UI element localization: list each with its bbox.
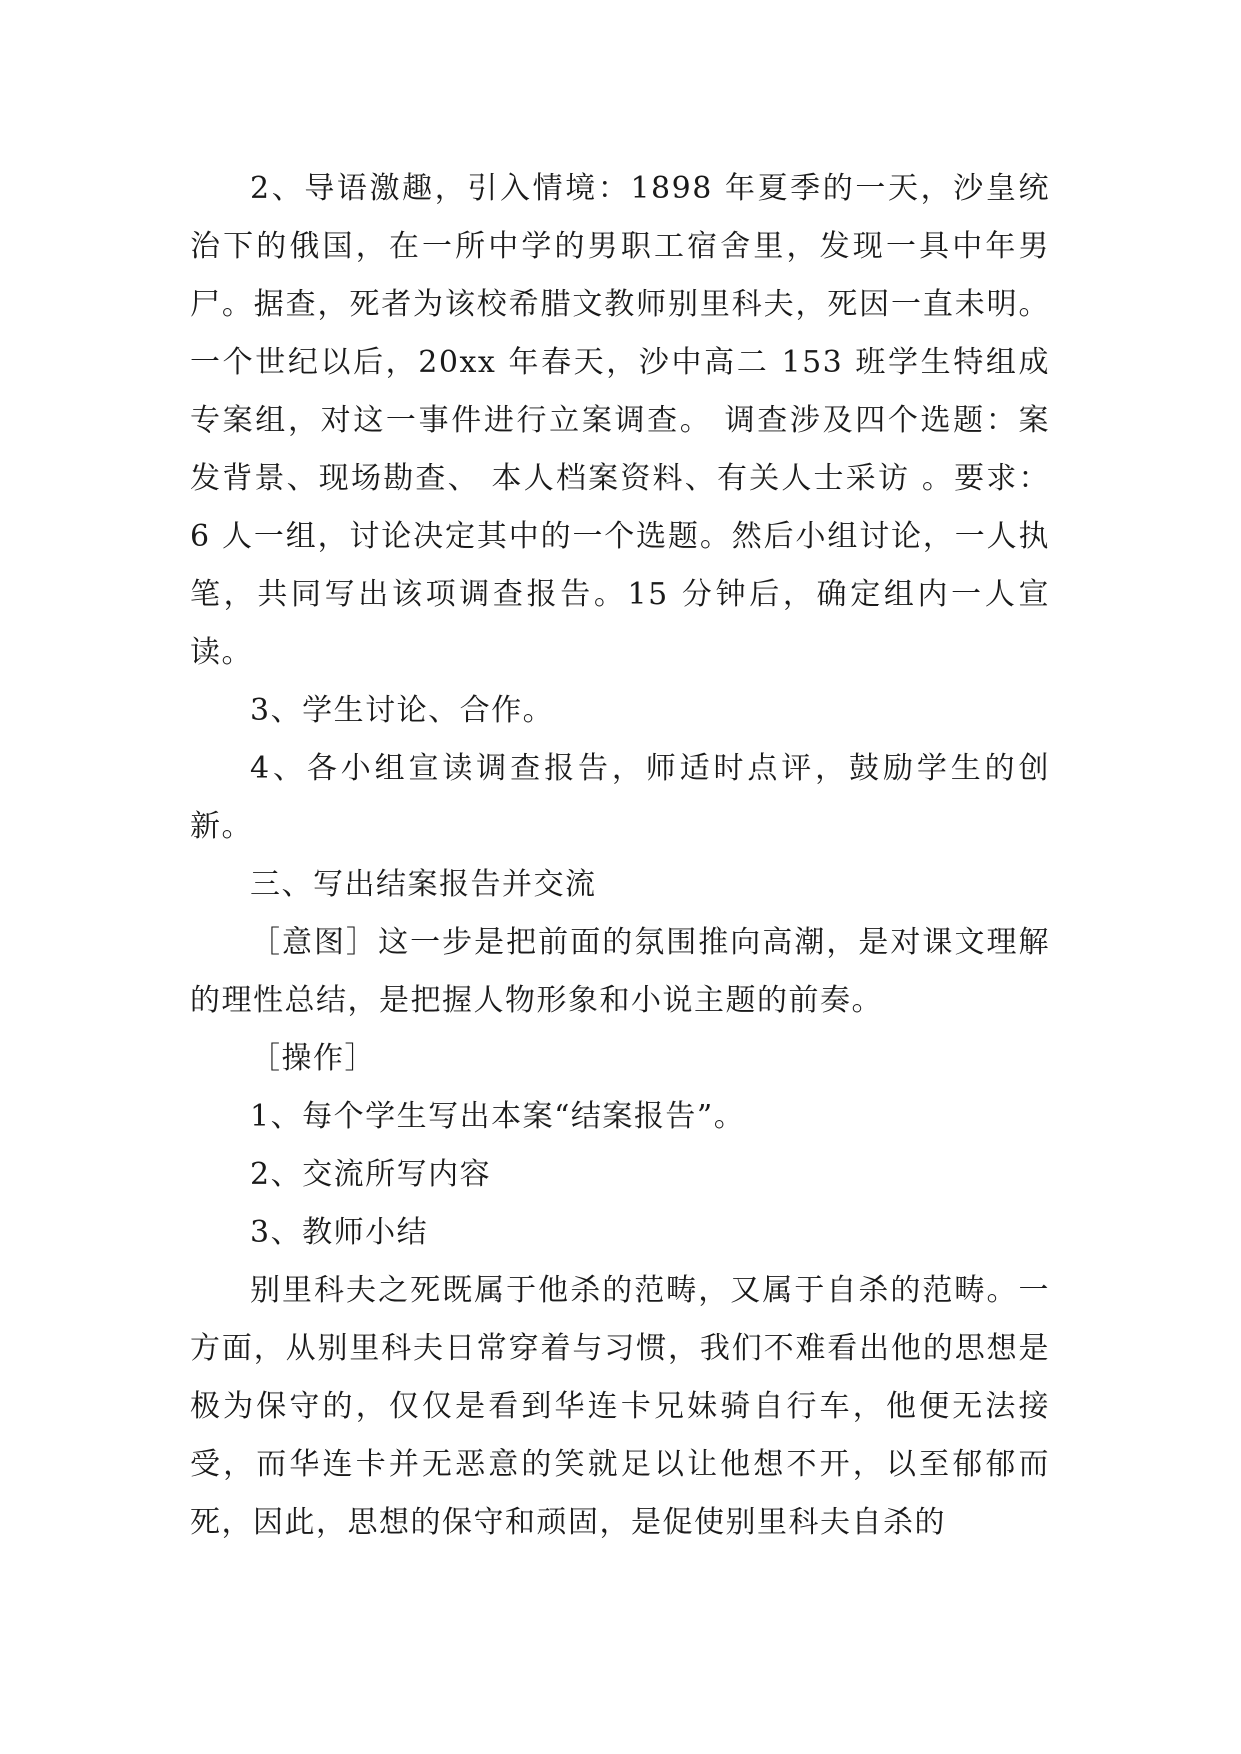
paragraph-step-3: 3、学生讨论、合作。 (250, 693, 555, 728)
paragraph-summary: 别里科夫之死既属于他杀的范畴，又属于自杀的范畴。一方面，从别里科夫日常穿着与习惯，我们不难看出他的思想是极为保守的，仅仅是看到华连卡兄妹骑自行车，他便无法接受，而华连卡并无恶意的笑就足以让他想不开，以至郁郁而死，因此，思想的保守和顽固，是促使别里科夫自杀的 (190, 1273, 1050, 1540)
document-page (190, 160, 1050, 1552)
paragraph-operation-1: 1、每个学生写出本案“结案报告”。 (250, 1099, 746, 1134)
paragraph-intent: ［意图］这一步是把前面的氛围推向高潮，是对课文理解的理性总结，是把握人物形象和小说主题的前奏。 (190, 925, 1050, 1018)
paragraph-intro-scenario: 2、导语激趣，引入情境：1898 年夏季的一天，沙皇统治下的俄国，在一所中学的男职工宿舍里，发现一具中年男尸。据查，死者为该校希腊文教师别里科夫，死因一直未明。一个世纪以后，20xx 年春天，沙中高二 153 班学生特组成专案组，对这一事件进行立案调查。 调查涉及四个选题：案发背景、现场勘查、 本人档案资料、有关人士采访 。要求：6 人一组，讨论决定其中的一个选题。然后小组讨论，一人执笔，共同写出该项调查报告。15 分钟后，确定组内一人宣读。 (190, 171, 1050, 670)
section-heading-three: 三、写出结案报告并交流 (250, 867, 597, 902)
paragraph-operation-label: ［操作］ (250, 1041, 376, 1076)
paragraph-operation-3: 3、教师小结 (250, 1215, 429, 1250)
paragraph-step-4: 4、各小组宣读调查报告，师适时点评，鼓励学生的创新。 (190, 751, 1050, 844)
paragraph-operation-2: 2、交流所写内容 (250, 1157, 492, 1192)
